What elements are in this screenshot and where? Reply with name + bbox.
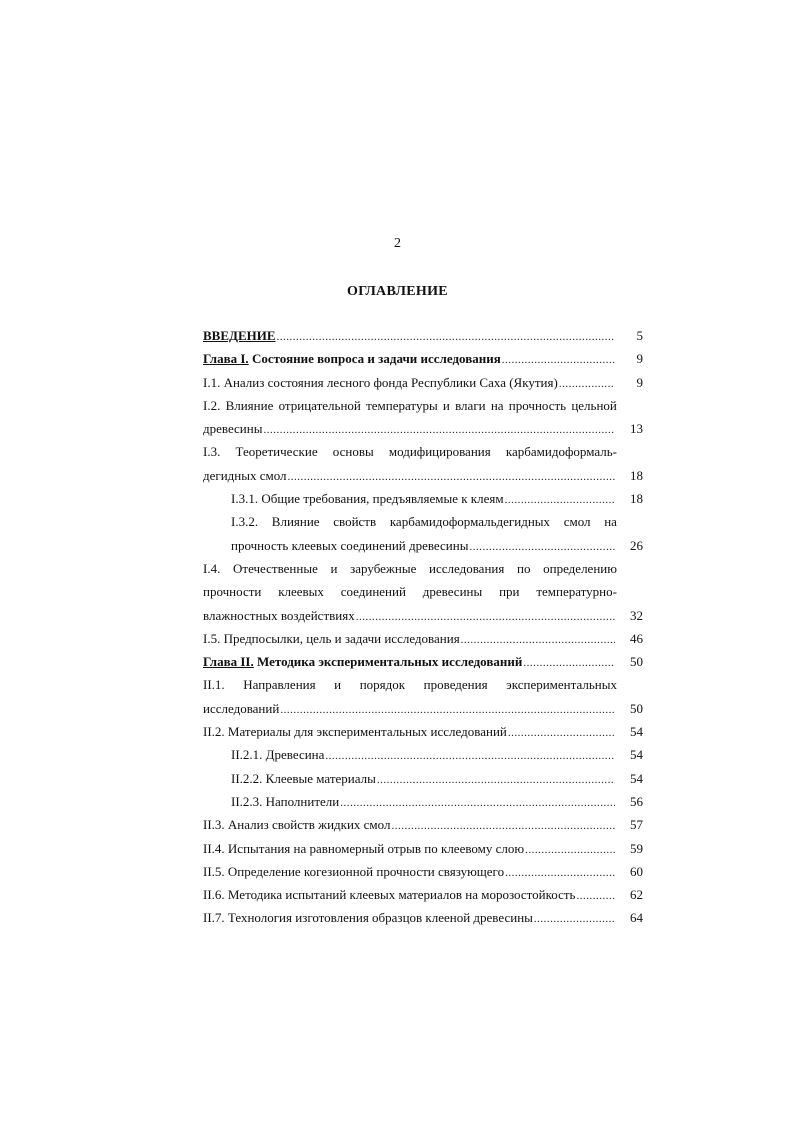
chapter-label: Глава II. [203,654,254,670]
toc-entry-text [203,394,643,417]
chapter-title: Состояние вопроса и задачи исследования [248,351,501,367]
word: прочности [203,584,262,600]
toc-entry-2-2 [203,720,643,743]
toc-entry-label: ВВЕДЕНИЕ [203,328,276,343]
table-of-contents [203,324,643,930]
toc-page-number: 50 [630,700,643,716]
dot-leader [523,652,615,675]
word: и [330,560,338,576]
toc-entry-text: II.2.2. Клеевые материалы [231,770,376,786]
dot-leader [340,792,615,815]
dot-leader [534,908,615,931]
toc-entry-2-1-line-2 [203,697,643,720]
dot-leader [288,466,615,489]
dot-leader [505,862,615,885]
toc-entry-2-3 [203,813,643,836]
toc-page-number: 18 [630,491,643,507]
toc-entry-text: прочность клеевых соединений древесины [231,537,469,553]
dot-leader [391,815,615,838]
word: Отечественные [233,560,318,576]
toc-page-number: 54 [630,747,643,763]
dot-leader [377,769,615,792]
word: прочность [508,397,567,413]
dot-leader [508,722,615,745]
toc-entry-1-5 [203,627,643,650]
chapter-title: Методика экспериментальных исследований [253,654,523,670]
word: цельной [571,397,617,413]
toc-page-number: 32 [630,607,643,623]
toc-page-number: 46 [630,630,643,646]
word: I.2. [203,397,221,413]
word: отрицательной [278,397,361,413]
dot-leader [469,536,615,559]
toc-entry-text: II.4. Испытания на равномерный отрыв по клеевому слою [203,840,525,856]
toc-entry-text: I.3.1. Общие требования, предъявляемые к клеям [231,491,504,507]
toc-entry-text [203,650,522,673]
toc-entry-text [231,510,643,533]
toc-page-number: 26 [630,537,643,553]
toc-entry-text: II.6. Методика испытаний клеевых материалов на морозостойкость [203,887,576,903]
word: температурно- [536,584,617,600]
toc-page-number: 5 [636,328,643,343]
toc-page-number: 57 [630,817,643,833]
toc-page-number: 9 [636,351,643,367]
word: экспериментальных [506,677,617,693]
toc-page-number: 54 [630,770,643,786]
word: свойств [333,514,377,530]
toc-entry-2-5 [203,860,643,883]
toc-entry-2-7 [203,906,643,929]
word: I.3. [203,444,221,460]
toc-entry-2-2-3 [203,790,643,813]
toc-page-number: 56 [630,793,643,809]
word: карбамидоформальдегидных [389,514,551,530]
toc-entry-text: II.2.3. Наполнители [231,793,340,809]
word: соединений [340,584,406,600]
toc-entry-2-2-2 [203,767,643,790]
toc-entry-2-2-1 [203,743,643,766]
word: порядок [359,677,406,693]
toc-entry-text: II.3. Анализ свойств жидких смол [203,817,391,833]
toc-entry-1-3-1 [203,487,643,510]
toc-entry-text: влажностных воздействиях [203,607,355,623]
dot-leader [525,839,615,862]
dot-leader [325,745,615,768]
word: по [517,560,531,576]
dot-leader [461,629,615,652]
toc-entry-chapter-1 [203,347,643,370]
word: и [334,677,342,693]
toc-page-number: 59 [630,840,643,856]
dot-leader [505,489,615,512]
word: Влияние [225,397,274,413]
toc-entry-1-3-line-2 [203,464,643,487]
dot-leader [277,326,615,349]
page-number: 2 [394,236,401,251]
word: Влияние [271,514,320,530]
toc-entry-chapter-2 [203,650,643,673]
toc-entry-text: дегидных смол [203,467,287,483]
toc-page-number: 54 [630,724,643,740]
toc-entry-text [203,324,276,347]
toc-entry-1-2-line-2 [203,417,643,440]
toc-page-number: 64 [630,910,643,926]
toc-entry-text [203,557,643,580]
word: II.1. [203,677,225,693]
dot-leader [576,885,615,908]
word: модифицирования [388,444,491,460]
toc-page-number: 13 [630,421,643,437]
word: проведения [423,677,488,693]
word: на [604,514,617,530]
word: карбамидоформаль- [505,444,617,460]
toc-page-number: 60 [630,863,643,879]
toc-entry-text: I.5. Предпосылки, цель и задачи исследования [203,630,460,646]
toc-entry-1-4-line-3 [203,604,643,627]
word: Теоретические [235,444,318,460]
word: температуры [366,397,438,413]
word: определению [543,560,617,576]
toc-entry-text [203,347,501,370]
word: древесины [422,584,483,600]
toc-title: ОГЛАВЛЕНИЕ [347,284,448,299]
dot-leader [263,419,615,442]
toc-entry-text: исследований [203,700,280,716]
word: и [442,397,450,413]
toc-entry-text: II.7. Технология изготовления образцов клееной древесины [203,910,533,926]
toc-entry-text: I.1. Анализ состояния лесного фонда Республики Саха (Якутия) [203,374,558,390]
word: при [499,584,520,600]
toc-entry-1-3-2-line-2 [203,534,643,557]
word: клеевых [278,584,324,600]
toc-page-number: 62 [630,887,643,903]
toc-page-number: 18 [630,467,643,483]
dot-leader [559,373,615,396]
toc-entry-text: II.2.1. Древесина [231,747,325,763]
chapter-label: Глава I. [203,351,249,367]
toc-entry-2-4 [203,837,643,860]
word: смол [563,514,591,530]
word: основы [332,444,374,460]
word: влаги [455,397,486,413]
toc-entry-1-2-line-1 [203,394,643,417]
toc-entry-1-1 [203,371,643,394]
dot-leader [502,349,615,372]
toc-entry-text: II.5. Определение когезионной прочности связующего [203,863,505,879]
word: I.3.2. [231,514,259,530]
toc-entry-1-4-line-1 [203,557,643,580]
dot-leader [356,606,615,629]
word: зарубежные [350,560,417,576]
toc-entry-introduction [203,324,643,347]
word: исследования [429,560,505,576]
toc-entry-text [203,440,643,463]
dot-leader [280,699,615,722]
word: I.4. [203,560,221,576]
word: на [490,397,504,413]
toc-entry-1-3-line-1 [203,440,643,463]
toc-entry-text [203,580,643,603]
toc-entry-text: древесины [203,421,263,437]
toc-entry-1-3-2-line-1 [203,510,643,533]
toc-page-number: 9 [636,374,643,390]
toc-page-number: 50 [630,654,643,670]
toc-entry-2-6 [203,883,643,906]
toc-entry-2-1-line-1 [203,673,643,696]
toc-entry-1-4-line-2 [203,580,643,603]
toc-entry-text [203,673,643,696]
word: Направления [243,677,316,693]
toc-entry-text: II.2. Материалы для экспериментальных исследований [203,724,507,740]
